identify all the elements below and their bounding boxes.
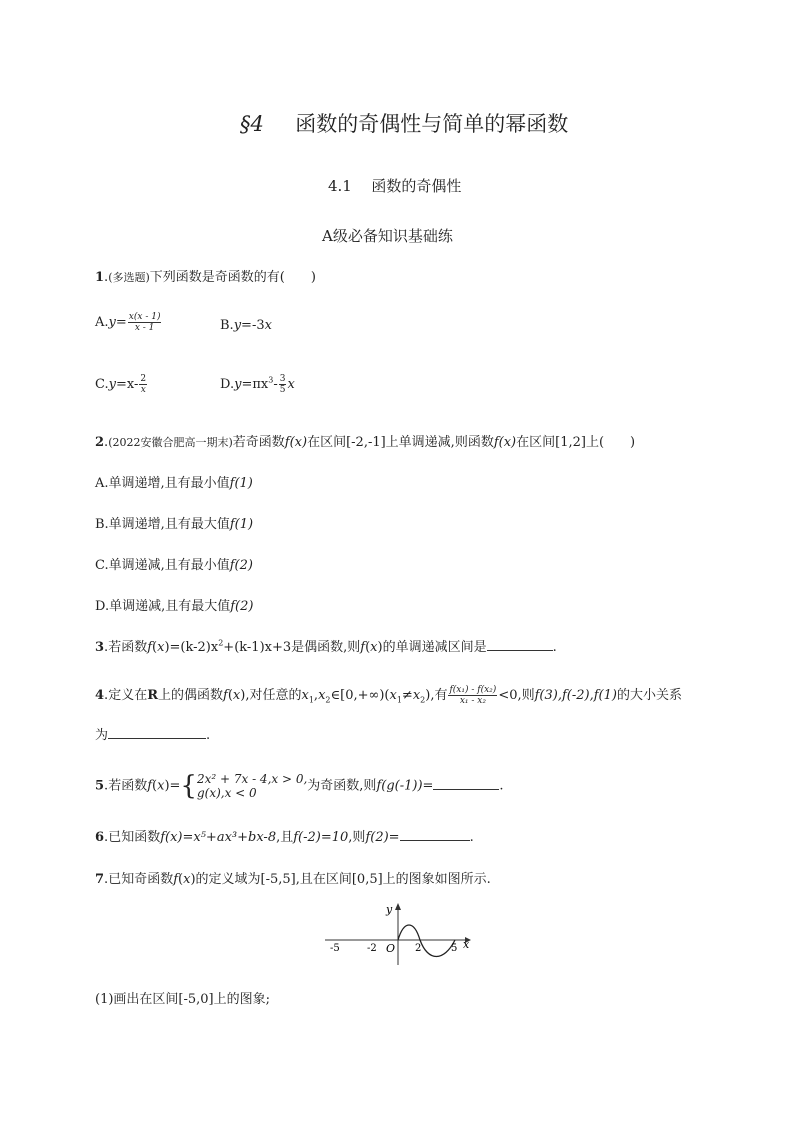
question-6: 6.已知函数f(x)=x⁵+ax³+bx-8,且f(-2)=10,则f(2)= . — [95, 830, 474, 845]
q5-answer-blank[interactable] — [433, 777, 499, 790]
question-4: 4.定义在R上的偶函数f(x),对任意的$x_1,x_2\in[0,+\infty)(x_1\ne x_2)$,有 $\frac{\text{f(x₁) - f(x₂)}}{\text{x₁ - x₂}}$ <0,则f(3),f(-2),f(1)的大小关系 — [95, 685, 682, 706]
subsection-title: 函数的奇偶性 — [371, 177, 462, 195]
question-2: 2.(2022安徽合肥高一期末)若奇函数f(x)在区间[-2,-1]上单调递减,则函数f(x)在区间[1,2]上( ) — [95, 435, 636, 450]
section-mark: §4 — [240, 112, 264, 136]
section-heading — [240, 108, 568, 138]
q2-tag: (2022安徽合肥高一期末) — [108, 436, 233, 449]
question-3: 3.若函数$f(x)=(k-2)x^2+(k-1)x+3$是偶函数,则f(x)的单调递减区间是 . — [95, 638, 557, 655]
question-4-line2: 为 . — [95, 728, 211, 743]
question-7: 7.已知奇函数f(x)的定义域为[-5,5],且在区间[0,5]上的图象如图所示. — [95, 872, 491, 887]
q5-case-1: 2x² + 7x - 4,x > 0, — [196, 772, 308, 786]
question-7-sub1: (1)画出在区间[-5,0]上的图象; — [95, 992, 271, 1007]
q1-number: 1 — [95, 270, 105, 285]
q5-case-2: g(x),x < 0 — [196, 786, 257, 800]
level-heading: A级必备知识基础练 — [322, 227, 453, 245]
tick-label: 2 — [415, 943, 422, 954]
q3-answer-blank[interactable] — [487, 638, 553, 651]
section-title: 函数的奇偶性与简单的幂函数 — [295, 112, 569, 136]
y-axis-arrow-icon — [395, 903, 401, 910]
tick-label: -2 — [367, 943, 377, 954]
q2-option-a: A.单调递增,且有最小值f(1) — [95, 476, 253, 491]
q1-option-d: $D.y=\pi x^3-$ $\frac{3}{5}$ x — [220, 374, 295, 395]
y-axis-label: y — [386, 903, 393, 916]
function-graph — [320, 900, 480, 970]
q1-c-fraction: $\frac{2}{x}$ — [140, 374, 147, 395]
q1-option-b: B.y=-3x — [220, 318, 272, 333]
q6-answer-blank[interactable] — [400, 828, 470, 841]
q1-option-a: A.y= $\frac{x(x - 1)}{x - 1}$ — [95, 312, 161, 333]
question-1: 1.(多选题)下列函数是奇函数的有( ) — [95, 270, 316, 285]
q2-option-b: B.单调递增,且有最大值f(1) — [95, 517, 254, 532]
question-5: 5.若函数f(x)={ 2x² + 7x - 4,x > 0, g(x),x < 0 为奇函数,则f(g(-1))= . — [95, 771, 504, 801]
q1-stem: 下列函数是奇函数的有( ) — [149, 270, 316, 285]
tick-label: -5 — [330, 943, 340, 954]
subsection-heading — [328, 175, 461, 196]
q4-answer-blank[interactable] — [108, 726, 206, 739]
curve — [398, 925, 458, 957]
q4-fraction: $\frac{\text{f(x₁) - f(x₂)}}{\text{x₁ - x₂}}$ — [449, 685, 497, 706]
q1-tag: (多选题) — [108, 271, 150, 284]
q1-d-fraction: $\frac{3}{5}$ — [279, 374, 286, 395]
q1-option-c: C.y=x- $\frac{2}{x}$ — [95, 374, 147, 395]
origin-label: O — [386, 942, 396, 955]
q1-a-fraction: $\frac{x(x - 1)}{x - 1}$ — [128, 312, 161, 333]
q2-option-d: D.单调递减,且有最大值f(2) — [95, 599, 254, 614]
x-axis-label: x — [463, 938, 470, 951]
q2-option-c: C.单调递减,且有最小值f(2) — [95, 558, 253, 573]
subsection-number: 4.1 — [328, 177, 352, 195]
tick-label: 5 — [451, 943, 458, 954]
